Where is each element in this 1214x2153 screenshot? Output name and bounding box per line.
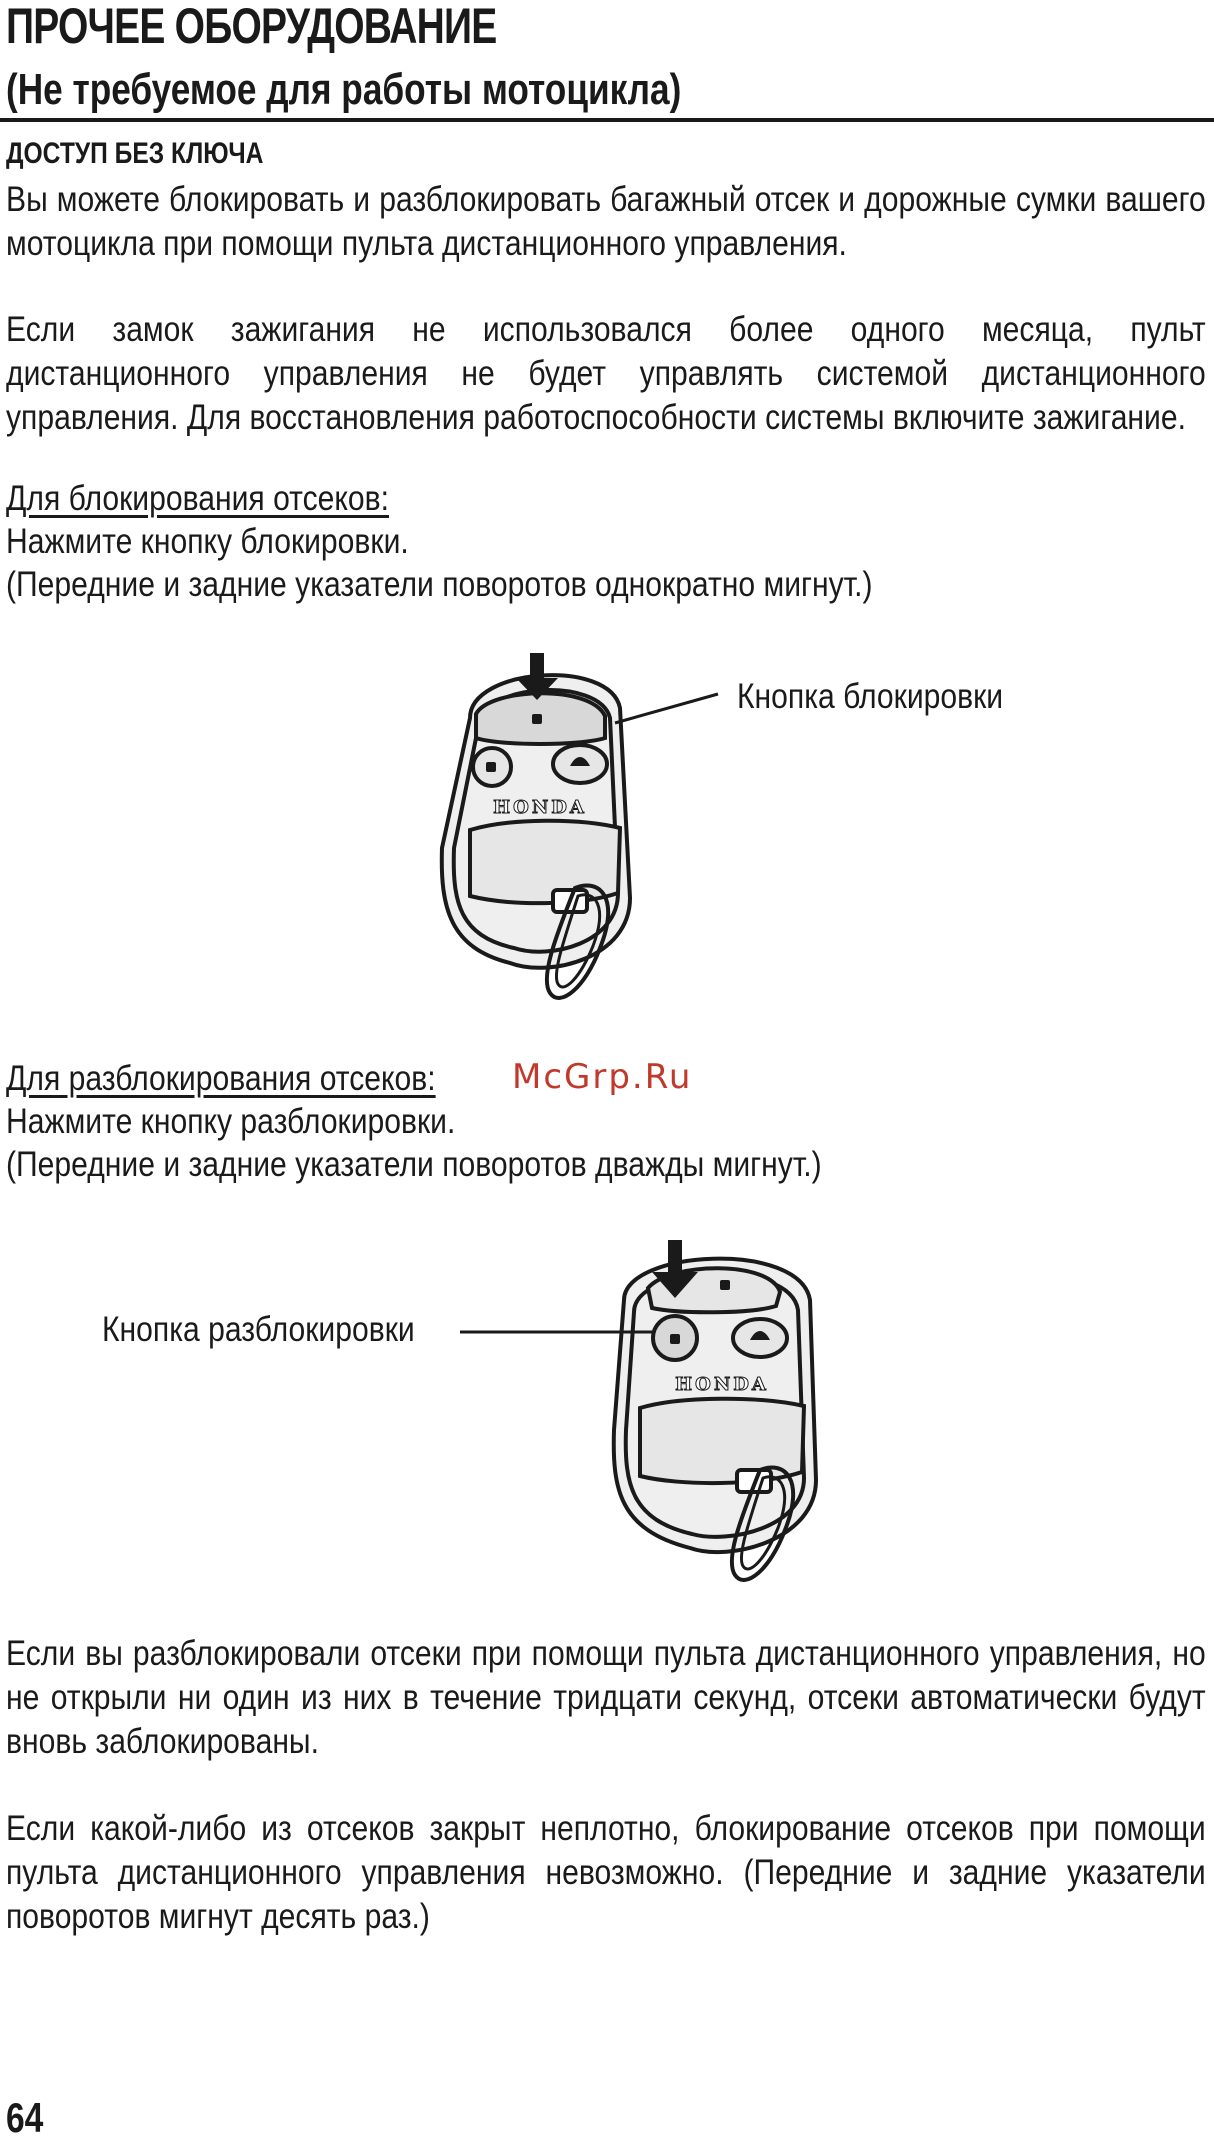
unlock-step: Нажмите кнопку разблокировки. (6, 1102, 456, 1141)
watermark-text: McGrp.Ru (512, 1057, 693, 1097)
lock-button-callout: Кнопка блокировки (737, 677, 1004, 716)
lock-heading: Для блокирования отсеков: (6, 479, 390, 518)
not-closed-paragraph: Если какой-либо из отсеков закрыт неплотно, блокирование отсеков при помощи пульта дистанционного управления невозможно. (Передние и задние указатели поворотов мигнут десять раз.) (6, 1809, 1206, 1936)
ignition-paragraph: Если замок зажигания не использовался более одного месяца, пульт дистанционного управления не будет управлять системой дистанционного управления. Для восстановления работоспособности системы включите зажигание. (6, 310, 1206, 437)
page-subtitle: (Не требуемое для работы мотоцикла) (6, 65, 682, 114)
section-heading: ДОСТУП БЕЗ КЛЮЧА (6, 137, 264, 170)
unlock-result: (Передние и задние указатели поворотов дважды мигнут.) (6, 1145, 822, 1184)
fob-brand-text: HONDA (493, 797, 587, 818)
lock-step: Нажмите кнопку блокировки. (6, 522, 409, 561)
auto-relock-paragraph: Если вы разблокировали отсеки при помощи пульта дистанционного управления, но не открыли ни один из них в течение тридцати секунд, отсеки автоматически будут вновь заблокированы. (6, 1634, 1206, 1761)
header-rule (0, 118, 1214, 122)
page-number: 64 (6, 2094, 44, 2141)
page-title: ПРОЧЕЕ ОБОРУДОВАНИЕ (6, 0, 497, 54)
remote-fob-unlock-illustration (600, 1240, 920, 1610)
remote-fob-lock-illustration (430, 648, 750, 1018)
intro-paragraph: Вы можете блокировать и разблокировать багажный отсек и дорожные сумки вашего мотоцикла при помощи пульта дистанционного управления. (6, 180, 1206, 263)
unlock-heading: Для разблокирования отсеков: (6, 1059, 436, 1098)
unlock-button-callout: Кнопка разблокировки (102, 1310, 415, 1349)
fob-brand-text: HONDA (675, 1374, 769, 1395)
lock-result: (Передние и задние указатели поворотов однократно мигнут.) (6, 565, 873, 604)
